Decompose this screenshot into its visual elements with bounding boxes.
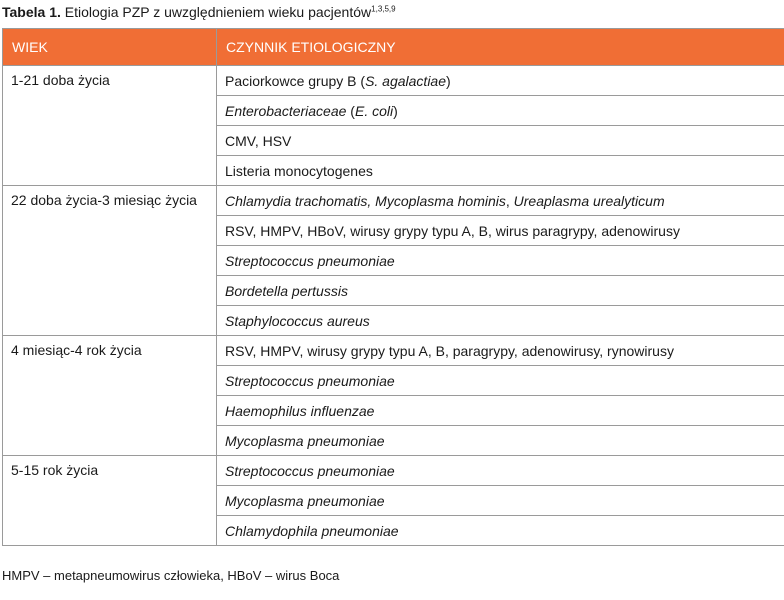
factor-text: Mycoplasma pneumoniae <box>225 492 385 509</box>
age-group-cell: 5-15 rok życia <box>3 456 217 546</box>
factor-text: Streptococcus pneumoniae <box>225 252 395 269</box>
factor-text: S. agalactiae <box>365 72 447 89</box>
table-body <box>3 66 784 546</box>
factor-text: Chlamydophila pneumoniae <box>225 522 399 539</box>
factor-cell <box>217 516 784 546</box>
factor-cell <box>217 426 784 456</box>
etiology-table <box>2 28 784 546</box>
factor-cell <box>217 366 784 396</box>
factor-text: RSV, HMPV, HBoV, wirusy grypy typu A, B, wirus paragrypy, adenowirusy <box>225 222 680 239</box>
factor-text: Ureaplasma urealyticum <box>513 192 665 209</box>
factor-text: Streptococcus pneumoniae <box>225 462 395 479</box>
caption-references: 1,3,5,9 <box>371 4 396 14</box>
factor-cell <box>217 486 784 516</box>
factor-text: Chlamydia trachomatis, Mycoplasma hominis <box>225 192 506 209</box>
factor-text: ) <box>393 102 398 119</box>
factor-text: ) <box>446 72 451 89</box>
table-caption <box>2 4 396 20</box>
table-row <box>3 66 784 96</box>
factor-text: E. coli <box>354 102 394 119</box>
factor-text: ( <box>346 102 355 119</box>
factor-text: Enterobacteriaceae <box>225 102 347 119</box>
factor-cell <box>217 216 784 246</box>
factor-cell <box>217 96 784 126</box>
footnote: HMPV – metapneumowirus człowieka, HBoV – wirus Boca <box>2 568 340 583</box>
factor-text: RSV, HMPV, wirusy grypy typu A, B, paragrypy, adenowirusy, rynowirusy <box>225 342 674 359</box>
factor-text: Mycoplasma pneumoniae <box>225 432 385 449</box>
table-row <box>3 336 784 366</box>
factor-text: Bordetella pertussis <box>225 282 348 299</box>
factor-cell <box>217 306 784 336</box>
factor-cell <box>217 276 784 306</box>
factor-cell <box>217 456 784 486</box>
factor-text: Listeria monocytogenes <box>225 162 373 179</box>
factor-cell <box>217 66 784 96</box>
factor-text: Paciorkowce grupy B ( <box>225 72 366 89</box>
factor-text: Staphylococcus aureus <box>225 312 370 329</box>
age-group-cell: 22 doba życia-3 miesiąc życia <box>3 186 217 336</box>
age-group-cell: 1-21 doba życia <box>3 66 217 186</box>
header-age: WIEK <box>3 29 217 66</box>
table-header-row <box>3 29 784 66</box>
factor-cell <box>217 336 784 366</box>
factor-cell <box>217 126 784 156</box>
caption-text: Etiologia PZP z uwzględnieniem wieku pacjentów <box>60 4 372 20</box>
age-group-cell: 4 miesiąc-4 rok życia <box>3 336 217 456</box>
factor-cell <box>217 156 784 186</box>
factor-cell <box>217 186 784 216</box>
header-etiological-factor: CZYNNIK ETIOLOGICZNY <box>217 29 784 66</box>
factor-cell <box>217 396 784 426</box>
table-row <box>3 186 784 216</box>
caption-label: Tabela 1. <box>2 4 61 20</box>
factor-cell <box>217 246 784 276</box>
table-row <box>3 456 784 486</box>
factor-text: CMV, HSV <box>225 132 292 149</box>
factor-text: Haemophilus influenzae <box>225 402 375 419</box>
factor-text: Streptococcus pneumoniae <box>225 372 395 389</box>
factor-text: , <box>505 192 514 209</box>
